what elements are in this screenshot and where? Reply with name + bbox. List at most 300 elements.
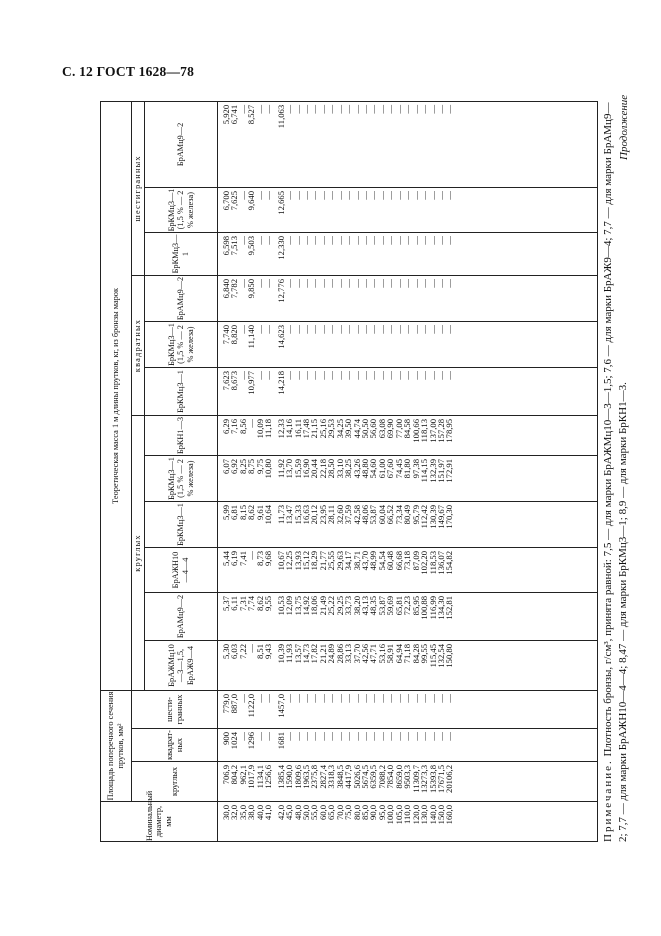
cell-value: 80,0 <box>351 805 362 821</box>
cell-value: 887,0 <box>229 693 240 714</box>
cell-value: 50,0 <box>300 805 311 821</box>
cell-value: 5,30 <box>221 643 231 660</box>
cell-value: 7,16 <box>229 418 240 435</box>
cell-value: — <box>376 190 387 200</box>
cell-value: — <box>427 370 438 380</box>
cell-value: 3318,3 <box>326 765 337 789</box>
cell-value: — <box>360 104 370 114</box>
cell-value: — <box>334 190 345 200</box>
cell-value: 99,55 <box>419 643 430 664</box>
cell-value: — <box>246 550 257 560</box>
cell-value: 13,75 <box>292 595 303 616</box>
cell-value: — <box>263 693 274 703</box>
header-alloy-7: БрКМц3—1 <box>145 367 218 415</box>
cell-value: 13,70 <box>284 458 295 479</box>
cell-value: 154,82 <box>444 550 455 575</box>
cell-value: 102,20 <box>419 550 430 575</box>
cell-value: — <box>410 732 421 741</box>
cell-value: 10,80 <box>263 458 274 479</box>
cell-value: — <box>351 732 362 741</box>
cell-value: 69,90 <box>385 418 396 439</box>
cell-value: 7,625 <box>229 190 240 211</box>
cell-value: — <box>334 235 345 245</box>
cell-value: — <box>334 732 345 741</box>
header-diameter: Номинальный диаметр, мм <box>101 802 218 842</box>
cell-value: — <box>376 693 387 703</box>
cell-value: — <box>419 278 430 288</box>
cell-value: — <box>435 278 446 288</box>
cell-value: 5,44 <box>221 550 231 567</box>
cell-value: 7,740 <box>221 324 231 345</box>
header-alloy-11: БрКМц3—1 (1,5 % — 2 % железа) <box>145 187 218 232</box>
cell-value: — <box>385 693 396 703</box>
cell-value: — <box>393 324 404 334</box>
cell-value: — <box>284 324 295 334</box>
cell-value: 6359,5 <box>368 765 379 789</box>
cell-value: — <box>385 732 396 741</box>
cell-value: — <box>292 732 303 741</box>
cell-value: — <box>309 693 320 703</box>
cell-value: 11,92 <box>275 458 286 479</box>
cell-value: — <box>402 324 413 334</box>
cell-value: 77,00 <box>393 418 404 439</box>
cell-value: 53,87 <box>376 595 387 616</box>
cell-value: 25,22 <box>326 595 337 616</box>
cell-value: 8,62 <box>254 595 265 612</box>
cell-value: 66,52 <box>385 504 396 525</box>
cell-value: — <box>237 278 248 288</box>
cell-value: 34,25 <box>334 418 345 439</box>
cell-value: 28,86 <box>334 643 345 664</box>
cell-value: — <box>292 278 303 288</box>
cell-value: — <box>410 235 421 245</box>
cell-value: 8659,0 <box>393 765 404 789</box>
cell-value: — <box>427 190 438 200</box>
cell-value: — <box>300 278 311 288</box>
cell-value: 20,12 <box>309 504 320 525</box>
cell-value: 45,0 <box>284 805 295 821</box>
cell-value: — <box>410 190 421 200</box>
cell-value: 75,0 <box>343 805 354 821</box>
header-hex-area: шести-гранных <box>132 690 218 728</box>
cell-value: 72,23 <box>402 595 413 616</box>
cell-value: 12,665 <box>275 190 286 215</box>
cell-value: 87,09 <box>410 550 421 571</box>
cell-value: — <box>435 370 446 380</box>
cell-value: 9,55 <box>263 595 274 612</box>
subheader-round: круглых <box>132 415 145 690</box>
cell-value: — <box>263 190 274 200</box>
subheader-hex: шестигранных <box>132 101 145 275</box>
cell-value: 1385,4 <box>275 765 286 789</box>
cell-value: 18,06 <box>309 595 320 616</box>
cell-value: — <box>300 235 311 245</box>
cell-value: — <box>326 693 337 703</box>
cell-value: 28,11 <box>326 504 337 525</box>
cell-value: — <box>343 324 354 334</box>
cell-value: — <box>368 190 379 200</box>
cell-value: — <box>351 235 362 245</box>
column-square-area <box>218 729 598 762</box>
cell-value: 33,13 <box>343 643 354 664</box>
cell-value: 6,741 <box>229 104 240 125</box>
cell-value: 14,218 <box>275 370 286 395</box>
cell-value: — <box>368 324 379 334</box>
cell-value: 12,33 <box>275 418 286 439</box>
cell-value: — <box>351 104 362 114</box>
cell-value: 29,53 <box>326 418 337 439</box>
cell-value: 14,16 <box>284 418 295 439</box>
cell-value: — <box>263 104 274 114</box>
column-mass-8 <box>218 321 598 367</box>
header-mass-group: Теоретическая масса 1 м длины прутков, кг, из бронзы марок <box>101 101 132 690</box>
cell-value: — <box>292 190 303 200</box>
cell-value: 1122,0 <box>246 693 257 718</box>
cell-value: — <box>326 278 337 288</box>
cell-value: 37,70 <box>351 643 362 664</box>
column-mass-5 <box>218 455 598 501</box>
page-header: С. 12 ГОСТ 1628—78 <box>62 64 195 79</box>
cell-value: 44,74 <box>351 418 362 439</box>
cell-value: 110,0 <box>402 805 413 825</box>
cell-value: 11,93 <box>284 643 295 664</box>
cell-value: — <box>427 278 438 288</box>
cell-value: 5,920 <box>221 104 231 125</box>
cell-value: — <box>317 370 328 380</box>
cell-value: 50,50 <box>360 418 370 439</box>
rotated-table-container <box>100 102 598 842</box>
cell-value: 73,18 <box>402 550 413 571</box>
column-mass-11 <box>218 187 598 232</box>
cell-value: — <box>435 104 446 114</box>
cell-value: — <box>444 693 455 703</box>
cell-value: — <box>419 104 430 114</box>
cell-value: — <box>263 235 274 245</box>
cell-value: 23,95 <box>317 504 328 525</box>
cell-value: — <box>326 104 337 114</box>
cell-value: — <box>368 104 379 114</box>
cell-value: — <box>410 370 421 380</box>
cell-value: 6,29 <box>221 418 231 435</box>
cell-value: 53,16 <box>376 643 387 664</box>
cell-value: — <box>334 693 345 703</box>
cell-value: 1017,9 <box>246 765 257 789</box>
subheader-square: квадратных <box>132 275 145 415</box>
cell-value: — <box>376 370 387 380</box>
cell-value: — <box>435 190 446 200</box>
cell-value: 962,1 <box>237 765 248 785</box>
cell-value: 132,39 <box>427 458 438 483</box>
cell-value: 7,74 <box>246 595 257 612</box>
header-alloy-4: БрКМц3—1 <box>145 501 218 547</box>
cell-value: 59,69 <box>385 595 396 616</box>
cell-value: 25,55 <box>326 550 337 571</box>
cell-value: 85,0 <box>360 805 370 821</box>
cell-value: — <box>254 190 265 200</box>
cell-value: 157,28 <box>435 418 446 443</box>
cell-value: 21,77 <box>317 550 328 571</box>
cell-value: 65,81 <box>393 595 404 616</box>
cell-value: 32,60 <box>334 504 345 525</box>
cell-value: — <box>385 370 396 380</box>
cell-value: — <box>284 278 295 288</box>
cell-value: 84,28 <box>410 643 421 664</box>
cell-value: — <box>300 370 311 380</box>
cell-value: 41,0 <box>263 805 274 821</box>
cell-value: 7,782 <box>229 278 240 299</box>
cell-value: — <box>427 693 438 703</box>
note-text: Плотность бронзы, г/см³, принята равной: 7,5 — для марки БрАЖМц10—3—1,5; 7,6 — для марки БрАЖ9—4; 7,7 — для марки БрАМц9—2; 7,7 — для марки БрАЖН10—4—4; 8,47 — для марки БрКМц3—1; 8,9 — для марки БрКН1—3. <box>602 102 629 842</box>
cell-value: — <box>419 324 430 334</box>
cell-value: 48,35 <box>368 595 379 616</box>
cell-value: — <box>376 278 387 288</box>
cell-value: — <box>300 104 311 114</box>
cell-value: — <box>317 104 328 114</box>
cell-value: 20106,2 <box>444 765 455 793</box>
cell-value: — <box>360 235 370 245</box>
cell-value: — <box>237 732 248 741</box>
cell-value: 160,0 <box>444 805 455 825</box>
cell-value: — <box>292 104 303 114</box>
header-alloy-10: БрКМц3—1 <box>145 232 218 275</box>
cell-value: — <box>300 190 311 200</box>
cell-value: 1256,6 <box>263 765 274 789</box>
cell-value: — <box>284 370 295 380</box>
cell-value: 14,92 <box>300 595 311 616</box>
column-mass-6 <box>218 415 598 455</box>
cell-value: — <box>309 370 320 380</box>
header-area-group: Площадь поперечного сечения прутков, мм² <box>101 690 132 801</box>
cell-value: 43,70 <box>360 550 370 571</box>
cell-value: 11,73 <box>275 504 286 525</box>
cell-value: — <box>292 693 303 703</box>
column-mass-1 <box>218 640 598 690</box>
cell-value: 81,80 <box>402 458 413 479</box>
cell-value: 15393,8 <box>427 765 438 793</box>
cell-value: — <box>300 324 311 334</box>
cell-value: 64,94 <box>393 643 404 664</box>
cell-value: 118,13 <box>419 418 430 443</box>
column-round-area <box>218 762 598 802</box>
cell-value: — <box>402 693 413 703</box>
column-mass-10 <box>218 232 598 275</box>
cell-value: 100,0 <box>385 805 396 825</box>
cell-value: 48,0 <box>292 805 303 821</box>
cell-value: — <box>419 693 430 703</box>
cell-value: 21,15 <box>309 418 320 439</box>
cell-value: 24,89 <box>326 643 337 664</box>
cell-value: 10,977 <box>246 370 257 395</box>
cell-value: 97,38 <box>410 458 421 479</box>
cell-value: 7,31 <box>237 595 248 612</box>
cell-value: 6,81 <box>229 504 240 521</box>
cell-value: 35,0 <box>237 805 248 821</box>
cell-value: 114,15 <box>419 458 430 483</box>
cell-value: — <box>419 370 430 380</box>
cell-value: 16,90 <box>300 458 311 479</box>
cell-value: — <box>343 693 354 703</box>
cell-value: — <box>402 190 413 200</box>
cell-value: — <box>237 235 248 245</box>
cell-value: — <box>284 732 295 741</box>
cell-value: 11,18 <box>263 418 274 439</box>
cell-value: 7088,2 <box>376 765 387 789</box>
cell-value: 54,54 <box>376 550 387 571</box>
cell-value: 9,61 <box>254 504 265 521</box>
cell-value: 130,0 <box>419 805 430 825</box>
cell-value: 60,48 <box>385 550 396 571</box>
column-hex-area <box>218 690 598 728</box>
cell-value: 134,30 <box>435 595 446 620</box>
cell-value: 10,64 <box>263 504 274 525</box>
cell-value: — <box>309 104 320 114</box>
cell-value: — <box>393 235 404 245</box>
cell-value: — <box>343 732 354 741</box>
cell-value: 54,60 <box>368 458 379 479</box>
cell-value: 67,60 <box>385 458 396 479</box>
cell-value: — <box>360 278 370 288</box>
cell-value: 33,73 <box>343 595 354 616</box>
cell-value: — <box>334 370 345 380</box>
cell-value: — <box>246 418 257 428</box>
cell-value: 150,0 <box>435 805 446 825</box>
cell-value: 6,700 <box>221 190 231 211</box>
cell-value: — <box>284 190 295 200</box>
cell-value: — <box>237 104 248 114</box>
cell-value: 71,18 <box>402 643 413 664</box>
cell-value: — <box>393 732 404 741</box>
cell-value: 137,00 <box>427 418 438 443</box>
cell-value: — <box>284 104 295 114</box>
cell-value: 2375,8 <box>309 765 320 789</box>
cell-value: — <box>351 324 362 334</box>
header-alloy-1: БрАЖМц10—3—1,5, БрАЖ9—4 <box>145 640 218 690</box>
cell-value: 9,503 <box>246 235 257 256</box>
cell-value: 11,140 <box>246 324 257 349</box>
cell-value: 13,57 <box>292 643 303 664</box>
cell-value: 1681 <box>275 732 286 750</box>
cell-value: 900 <box>221 732 231 745</box>
cell-value: — <box>351 370 362 380</box>
cell-value: 8,73 <box>254 550 265 567</box>
cell-value: 63,08 <box>376 418 387 439</box>
cell-value: 15,12 <box>300 550 311 571</box>
cell-value: 38,25 <box>343 458 354 479</box>
cell-value: — <box>254 235 265 245</box>
cell-value: — <box>368 732 379 741</box>
cell-value: — <box>385 235 396 245</box>
cell-value: 8,15 <box>237 504 248 521</box>
cell-value: 73,34 <box>393 504 404 525</box>
cell-value: — <box>385 324 396 334</box>
cell-value: — <box>317 235 328 245</box>
cell-value: 151,97 <box>435 458 446 483</box>
cell-value: 136,07 <box>435 550 446 575</box>
cell-value: — <box>317 324 328 334</box>
cell-value: 1809,6 <box>292 765 303 789</box>
cell-value: 70,0 <box>334 805 345 821</box>
cell-value: 4417,9 <box>343 765 354 789</box>
cell-value: 85,95 <box>410 595 421 616</box>
cell-value: — <box>334 324 345 334</box>
cell-value: — <box>393 278 404 288</box>
cell-value: 7,22 <box>237 643 248 660</box>
cell-value: — <box>317 693 328 703</box>
cell-value: — <box>410 693 421 703</box>
cell-value: — <box>284 235 295 245</box>
cell-value: 170,30 <box>444 504 455 529</box>
cell-value: — <box>263 732 274 741</box>
cell-value: 12,330 <box>275 235 286 260</box>
cell-value: — <box>360 732 370 741</box>
cell-value: — <box>376 732 387 741</box>
cell-value: — <box>351 693 362 703</box>
cell-value: — <box>254 732 265 741</box>
cell-value: — <box>419 190 430 200</box>
cell-value: — <box>360 370 370 380</box>
cell-value: 14,623 <box>275 324 286 349</box>
cell-value: 7,41 <box>237 550 248 567</box>
cell-value: 34,17 <box>343 550 354 571</box>
cell-value: 6,03 <box>229 643 240 660</box>
cell-value: 58,91 <box>385 643 396 664</box>
cell-value: 8,527 <box>246 104 257 125</box>
cell-value: 40,0 <box>254 805 265 821</box>
cell-value: 118,53 <box>427 550 438 575</box>
cell-value: 7,513 <box>229 235 240 256</box>
cell-value: — <box>309 278 320 288</box>
cell-value: 3848,5 <box>334 765 345 789</box>
cell-value: — <box>444 104 455 114</box>
cell-value: 5026,6 <box>351 765 362 789</box>
cell-value: 115,45 <box>427 643 438 668</box>
cell-value: 22,18 <box>317 458 328 479</box>
cell-value: 17671,5 <box>435 765 446 793</box>
cell-value: — <box>292 324 303 334</box>
cell-value: — <box>368 235 379 245</box>
cell-value: 66,68 <box>393 550 404 571</box>
cell-value: — <box>385 190 396 200</box>
cell-value: 132,54 <box>435 643 446 668</box>
cell-value: 5674,5 <box>360 765 370 789</box>
cell-value: 8,56 <box>237 418 248 435</box>
cell-value: — <box>343 190 354 200</box>
cell-value: 8,25 <box>237 458 248 475</box>
cell-value: 9,68 <box>263 550 274 567</box>
cell-value: — <box>326 370 337 380</box>
cell-value: — <box>402 235 413 245</box>
cell-value: 5,37 <box>221 595 231 612</box>
cell-value: 9,75 <box>254 458 265 475</box>
cell-value: 8,51 <box>254 643 265 660</box>
cell-value: — <box>376 324 387 334</box>
cell-value: — <box>402 732 413 741</box>
cell-value: — <box>402 370 413 380</box>
cell-value: 53,87 <box>368 504 379 525</box>
cell-value: — <box>309 324 320 334</box>
cell-value: — <box>300 693 311 703</box>
cell-value: 5,99 <box>221 504 231 521</box>
cell-value: 6,598 <box>221 235 231 256</box>
cell-value: 42,56 <box>360 643 370 664</box>
header-alloy-3: БрАЖН10—4—4 <box>145 547 218 592</box>
header-alloy-6: БрКН1—3 <box>145 415 218 455</box>
cell-value: — <box>263 324 274 334</box>
cell-value: — <box>385 278 396 288</box>
column-mass-7 <box>218 367 598 415</box>
cell-value: 8,673 <box>229 370 240 391</box>
cell-value: — <box>309 235 320 245</box>
